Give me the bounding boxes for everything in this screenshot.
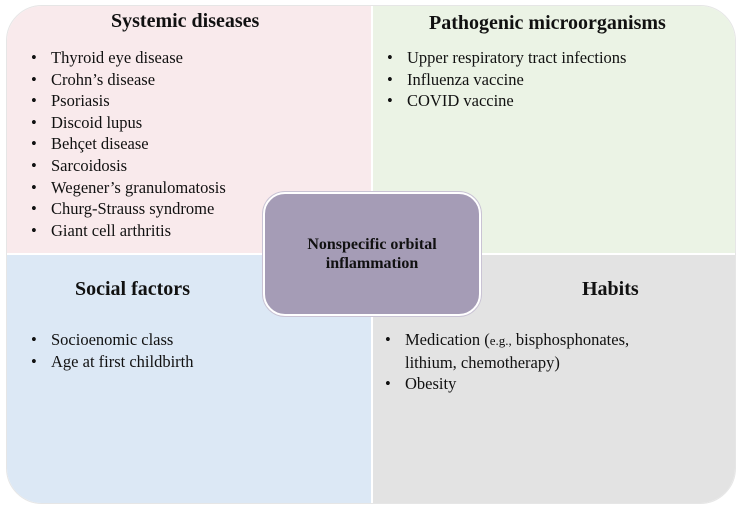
list-item: • Obesity bbox=[385, 373, 685, 395]
list-item: • Socioenomic class bbox=[31, 329, 194, 351]
list-item: • Discoid lupus bbox=[31, 112, 226, 134]
list-item: • Giant cell arthritis bbox=[31, 220, 226, 242]
list-item: • Sarcoidosis bbox=[31, 155, 226, 177]
list-item: • Influenza vaccine bbox=[387, 69, 626, 91]
central-concept-label: Nonspecific orbital inflammation bbox=[307, 236, 437, 272]
pathogenic-microorganisms-list bbox=[387, 47, 626, 112]
medication-label-start: Medication ( bbox=[405, 330, 490, 349]
habits-title: Habits bbox=[582, 278, 639, 300]
list-item bbox=[385, 329, 685, 373]
systemic-diseases-title: Systemic diseases bbox=[111, 10, 260, 32]
social-factors-title: Social factors bbox=[75, 278, 190, 300]
medication-label-end: bisphosphonates, lithium, chemotherapy) bbox=[405, 330, 630, 372]
list-item: • Thyroid eye disease bbox=[31, 47, 226, 69]
central-concept-box bbox=[263, 192, 481, 316]
systemic-diseases-list bbox=[31, 47, 226, 241]
list-item: • Psoriasis bbox=[31, 90, 226, 112]
social-factors-list bbox=[31, 329, 194, 372]
list-item: • COVID vaccine bbox=[387, 90, 626, 112]
example-abbreviation: e.g., bbox=[489, 333, 512, 348]
habits-list bbox=[385, 329, 685, 395]
list-item: • Churg-Strauss syndrome bbox=[31, 198, 226, 220]
list-item: • Crohn’s disease bbox=[31, 69, 226, 91]
list-item: • Age at first childbirth bbox=[31, 351, 194, 373]
list-item: • Upper respiratory tract infections bbox=[387, 47, 626, 69]
pathogenic-microorganisms-title: Pathogenic microorganisms bbox=[429, 12, 666, 34]
list-item: • Wegener’s granulomatosis bbox=[31, 177, 226, 199]
list-item: • Behçet disease bbox=[31, 133, 226, 155]
